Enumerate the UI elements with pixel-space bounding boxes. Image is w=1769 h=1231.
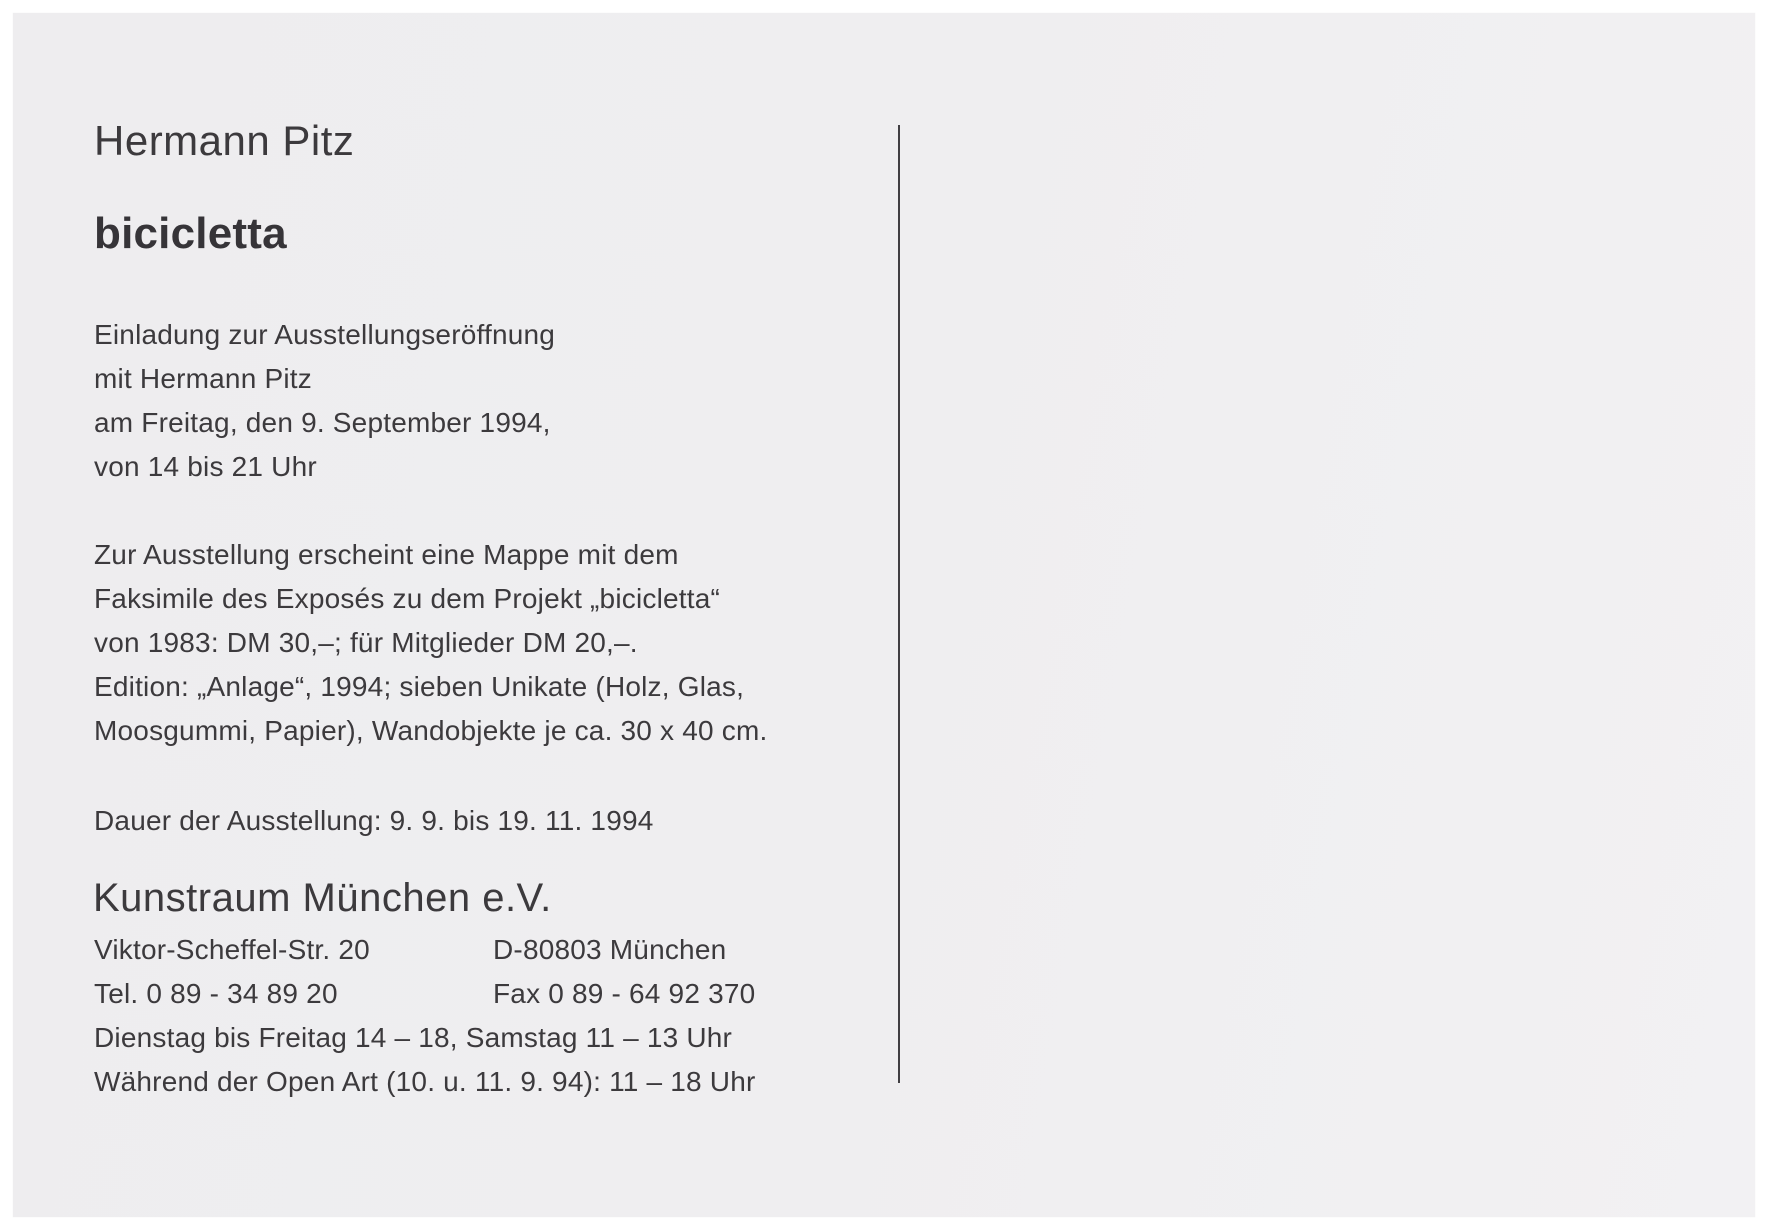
invitation-text (94, 313, 555, 489)
address-divider-line (898, 125, 900, 1083)
publication-text (94, 533, 767, 753)
invitation-line: mit Hermann Pitz (94, 363, 312, 394)
open-art-hours: Während der Open Art (10. u. 11. 9. 94): 11 – 18 Uhr (94, 1066, 756, 1097)
venue-city: D-80803 München (493, 934, 727, 965)
postcard (13, 13, 1755, 1217)
invitation-line: von 14 bis 21 Uhr (94, 451, 317, 482)
venue-name: Kunstraum München e.V. (93, 876, 552, 920)
publication-line: Moosgummi, Papier), Wandobjekte je ca. 30 x 40 cm. (94, 715, 768, 746)
exhibition-title: bicicletta (94, 209, 287, 258)
publication-line: Edition: „Anlage“, 1994; sieben Unikate (Holz, Glas, (94, 671, 745, 702)
venue-street: Viktor-Scheffel-Str. 20 (94, 934, 370, 965)
venue-fax: Fax 0 89 - 64 92 370 (493, 978, 756, 1009)
publication-line: Faksimile des Exposés zu dem Projekt „bicicletta“ (94, 583, 721, 614)
exhibition-duration: Dauer der Ausstellung: 9. 9. bis 19. 11. 1994 (94, 805, 654, 836)
publication-line: von 1983: DM 30,–; für Mitglieder DM 20,–. (94, 627, 638, 658)
venue-phone: Tel. 0 89 - 34 89 20 (94, 978, 338, 1009)
opening-hours: Dienstag bis Freitag 14 – 18, Samstag 11 – 13 Uhr (94, 1022, 733, 1053)
artist-name: Hermann Pitz (94, 117, 355, 164)
publication-line: Zur Ausstellung erscheint eine Mappe mit dem (94, 539, 679, 570)
invitation-line: Einladung zur Ausstellungseröffnung (94, 319, 556, 350)
invitation-line: am Freitag, den 9. September 1994, (94, 407, 551, 438)
